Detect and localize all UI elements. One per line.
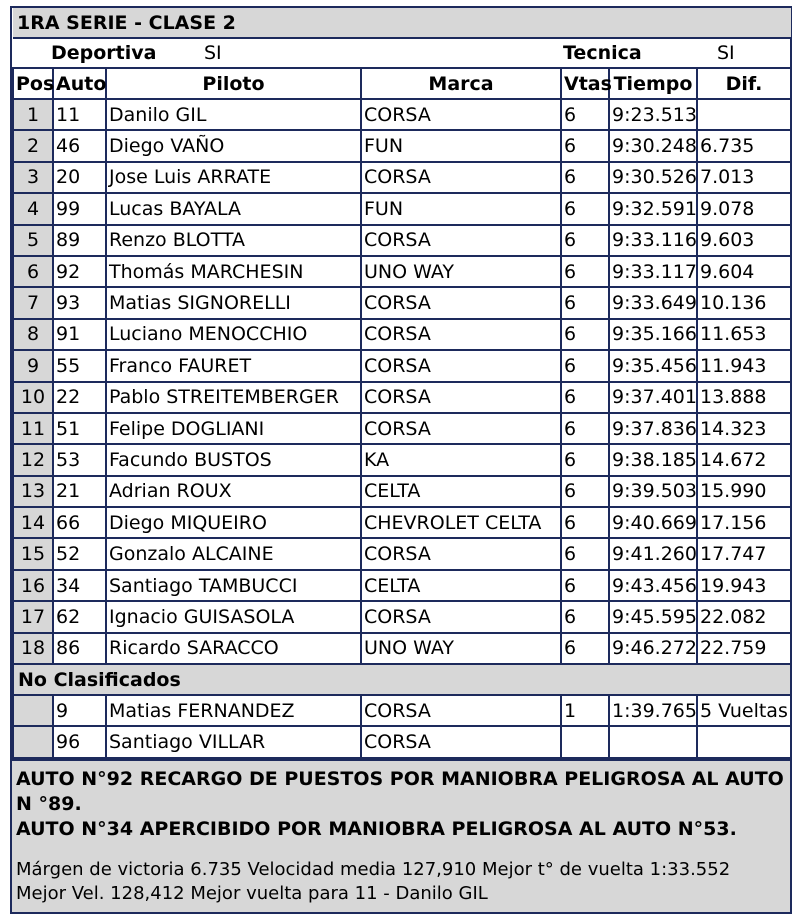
cell-vtas: 6 [561,444,609,475]
cell-vtas: 6 [561,287,609,318]
cell-tiempo: 9:23.513 [609,99,697,130]
cell-auto: 46 [53,130,106,161]
cell-pos: 5 [13,225,53,256]
cell-piloto: Danilo GIL [106,99,361,130]
cell-marca: CORSA [361,695,561,726]
cell-marca: CELTA [361,476,561,507]
cell-tiempo: 9:30.248 [609,130,697,161]
cell-dif: 14.672 [697,444,791,475]
cell-marca: CORSA [361,287,561,318]
cell-pos: 8 [13,319,53,350]
results-sheet [10,6,792,914]
table-row [13,319,791,350]
cell-pos: 4 [13,193,53,224]
cell-auto: 86 [53,633,106,664]
table-row [13,225,791,256]
cell-vtas: 6 [561,256,609,287]
cell-auto: 51 [53,413,106,444]
cell-auto: 34 [53,570,106,601]
cell-marca: CHEVROLET CELTA [361,507,561,538]
cell-pos [13,726,53,757]
cell-marca: CORSA [361,350,561,381]
cell-marca: CORSA [361,413,561,444]
table-row [13,256,791,287]
cell-dif: 9.603 [697,225,791,256]
table-header [13,68,791,99]
cell-auto: 11 [53,99,106,130]
cell-vtas: 6 [561,225,609,256]
cell-dif [697,726,791,757]
cell-auto: 21 [53,476,106,507]
cell-vtas: 6 [561,538,609,569]
cell-piloto: Felipe DOGLIANI [106,413,361,444]
cell-vtas: 6 [561,130,609,161]
cell-pos: 16 [13,570,53,601]
cell-piloto: Renzo BLOTTA [106,225,361,256]
cell-piloto: Ricardo SARACCO [106,633,361,664]
cell-dif: 6.735 [697,130,791,161]
cell-dif [697,99,791,130]
cell-vtas: 6 [561,99,609,130]
cell-auto: 55 [53,350,106,381]
cell-marca: FUN [361,130,561,161]
cell-piloto: Gonzalo ALCAINE [106,538,361,569]
cell-pos: 6 [13,256,53,287]
table-row [13,507,791,538]
cell-marca: CORSA [361,538,561,569]
cell-auto: 66 [53,507,106,538]
cell-pos: 14 [13,507,53,538]
cell-piloto: Santiago TAMBUCCI [106,570,361,601]
col-header-vtas: Vtas [561,68,609,99]
cell-pos: 18 [13,633,53,664]
cell-marca: CORSA [361,162,561,193]
cell-dif: 10.136 [697,287,791,318]
cell-tiempo: 9:32.591 [609,193,697,224]
cell-auto: 89 [53,225,106,256]
cell-auto: 22 [53,382,106,413]
cell-tiempo: 9:33.117 [609,256,697,287]
col-header-auto: Auto [53,68,106,99]
no-clasificados-header [13,664,791,695]
cell-tiempo: 9:37.401 [609,382,697,413]
cell-dif: 19.943 [697,570,791,601]
cell-auto: 9 [53,695,106,726]
cell-piloto: Matias FERNANDEZ [106,695,361,726]
cell-tiempo: 9:43.456 [609,570,697,601]
deportiva-value: SI [106,38,561,68]
cell-dif: 22.082 [697,601,791,632]
cell-piloto: Adrian ROUX [106,476,361,507]
cell-pos: 10 [13,382,53,413]
note-penalty: AUTO N°92 RECARGO DE PUESTOS POR MANIOBRA PELIGROSA AL AUTO N °89. [16,767,784,815]
cell-marca: UNO WAY [361,256,561,287]
cell-marca: CORSA [361,225,561,256]
cell-auto: 92 [53,256,106,287]
cell-dif: 7.013 [697,162,791,193]
table-row [13,162,791,193]
cell-dif: 11.653 [697,319,791,350]
cell-vtas: 6 [561,350,609,381]
cell-piloto: Pablo STREITEMBERGER [106,382,361,413]
cell-auto: 96 [53,726,106,757]
page-title: 1RA SERIE - CLASE 2 [13,8,791,38]
cell-vtas [561,726,609,757]
cell-pos: 1 [13,99,53,130]
cell-pos: 7 [13,287,53,318]
cell-piloto: Diego VAÑO [106,130,361,161]
table-row [13,99,791,130]
table-row [13,382,791,413]
tecnica-label: Tecnica [561,38,697,68]
cell-piloto: Ignacio GUISASOLA [106,601,361,632]
checks-row [13,38,791,68]
cell-marca: CELTA [361,570,561,601]
cell-tiempo: 9:45.595 [609,601,697,632]
table-row [13,444,791,475]
cell-dif: 5 Vueltas [697,695,791,726]
cell-piloto: Franco FAURET [106,350,361,381]
cell-vtas: 6 [561,601,609,632]
cell-pos: 11 [13,413,53,444]
cell-vtas: 6 [561,193,609,224]
cell-dif: 9.604 [697,256,791,287]
cell-pos: 13 [13,476,53,507]
cell-dif: 17.156 [697,507,791,538]
table-row [13,538,791,569]
cell-dif: 11.943 [697,350,791,381]
tecnica-value: SI [697,38,791,68]
cell-vtas: 6 [561,413,609,444]
cell-pos: 2 [13,130,53,161]
race-notes [12,759,790,912]
cell-vtas: 6 [561,633,609,664]
cell-dif: 14.323 [697,413,791,444]
cell-vtas: 6 [561,570,609,601]
table-row [13,633,791,664]
cell-pos [13,695,53,726]
cell-marca: CORSA [361,99,561,130]
cell-dif: 22.759 [697,633,791,664]
cell-dif: 9.078 [697,193,791,224]
deportiva-label: Deportiva [13,38,106,68]
table-row-unclassified [13,726,791,757]
cell-piloto: Facundo BUSTOS [106,444,361,475]
cell-pos: 17 [13,601,53,632]
col-header-piloto: Piloto [106,68,361,99]
cell-tiempo: 9:38.185 [609,444,697,475]
no-clasificados-label: No Clasificados [13,664,791,695]
note-warning: AUTO N°34 APERCIBIDO POR MANIOBRA PELIGROSA AL AUTO N°53. [16,817,737,840]
cell-tiempo: 9:40.669 [609,507,697,538]
cell-piloto: Lucas BAYALA [106,193,361,224]
cell-vtas: 6 [561,162,609,193]
cell-tiempo [609,726,697,757]
col-header-dif: Dif. [697,68,791,99]
cell-tiempo: 9:35.456 [609,350,697,381]
cell-tiempo: 9:35.166 [609,319,697,350]
cell-piloto: Diego MIQUEIRO [106,507,361,538]
cell-piloto: Matias SIGNORELLI [106,287,361,318]
cell-tiempo: 9:37.836 [609,413,697,444]
cell-marca: CORSA [361,319,561,350]
cell-tiempo: 9:33.116 [609,225,697,256]
cell-marca: CORSA [361,601,561,632]
no-clasificados-body [13,695,791,758]
table-row [13,476,791,507]
cell-tiempo: 9:30.526 [609,162,697,193]
cell-piloto: Santiago VILLAR [106,726,361,757]
cell-piloto: Thomás MARCHESIN [106,256,361,287]
cell-marca: CORSA [361,382,561,413]
cell-pos: 12 [13,444,53,475]
cell-marca: CORSA [361,726,561,757]
cell-tiempo: 9:39.503 [609,476,697,507]
cell-tiempo: 9:33.649 [609,287,697,318]
cell-pos: 3 [13,162,53,193]
table-row [13,130,791,161]
col-header-tiempo: Tiempo [609,68,697,99]
cell-dif: 15.990 [697,476,791,507]
cell-vtas: 6 [561,507,609,538]
cell-auto: 52 [53,538,106,569]
table-row [13,193,791,224]
cell-tiempo: 1:39.765 [609,695,697,726]
cell-marca: FUN [361,193,561,224]
cell-marca: KA [361,444,561,475]
cell-piloto: Luciano MENOCCHIO [106,319,361,350]
cell-auto: 99 [53,193,106,224]
cell-vtas: 1 [561,695,609,726]
col-header-marca: Marca [361,68,561,99]
table-row [13,287,791,318]
table-row-unclassified [13,695,791,726]
cell-vtas: 6 [561,382,609,413]
cell-auto: 20 [53,162,106,193]
cell-auto: 62 [53,601,106,632]
results-table [12,8,792,759]
cell-vtas: 6 [561,476,609,507]
col-header-pos: Pos [13,68,53,99]
table-row [13,601,791,632]
results-body [13,99,791,664]
cell-auto: 91 [53,319,106,350]
table-row [13,350,791,381]
cell-auto: 53 [53,444,106,475]
cell-pos: 15 [13,538,53,569]
race-summary: Márgen de victoria 6.735 Velocidad media 127,910 Mejor t° de vuelta 1:33.552 Mejor Vel. 128,412 Mejor vuelta para 11 - Danilo GIL [16,858,731,904]
table-row [13,570,791,601]
cell-dif: 13.888 [697,382,791,413]
cell-dif: 17.747 [697,538,791,569]
table-row [13,413,791,444]
cell-pos: 9 [13,350,53,381]
cell-tiempo: 9:41.260 [609,538,697,569]
cell-tiempo: 9:46.272 [609,633,697,664]
cell-piloto: Jose Luis ARRATE [106,162,361,193]
cell-marca: UNO WAY [361,633,561,664]
cell-auto: 93 [53,287,106,318]
cell-vtas: 6 [561,319,609,350]
